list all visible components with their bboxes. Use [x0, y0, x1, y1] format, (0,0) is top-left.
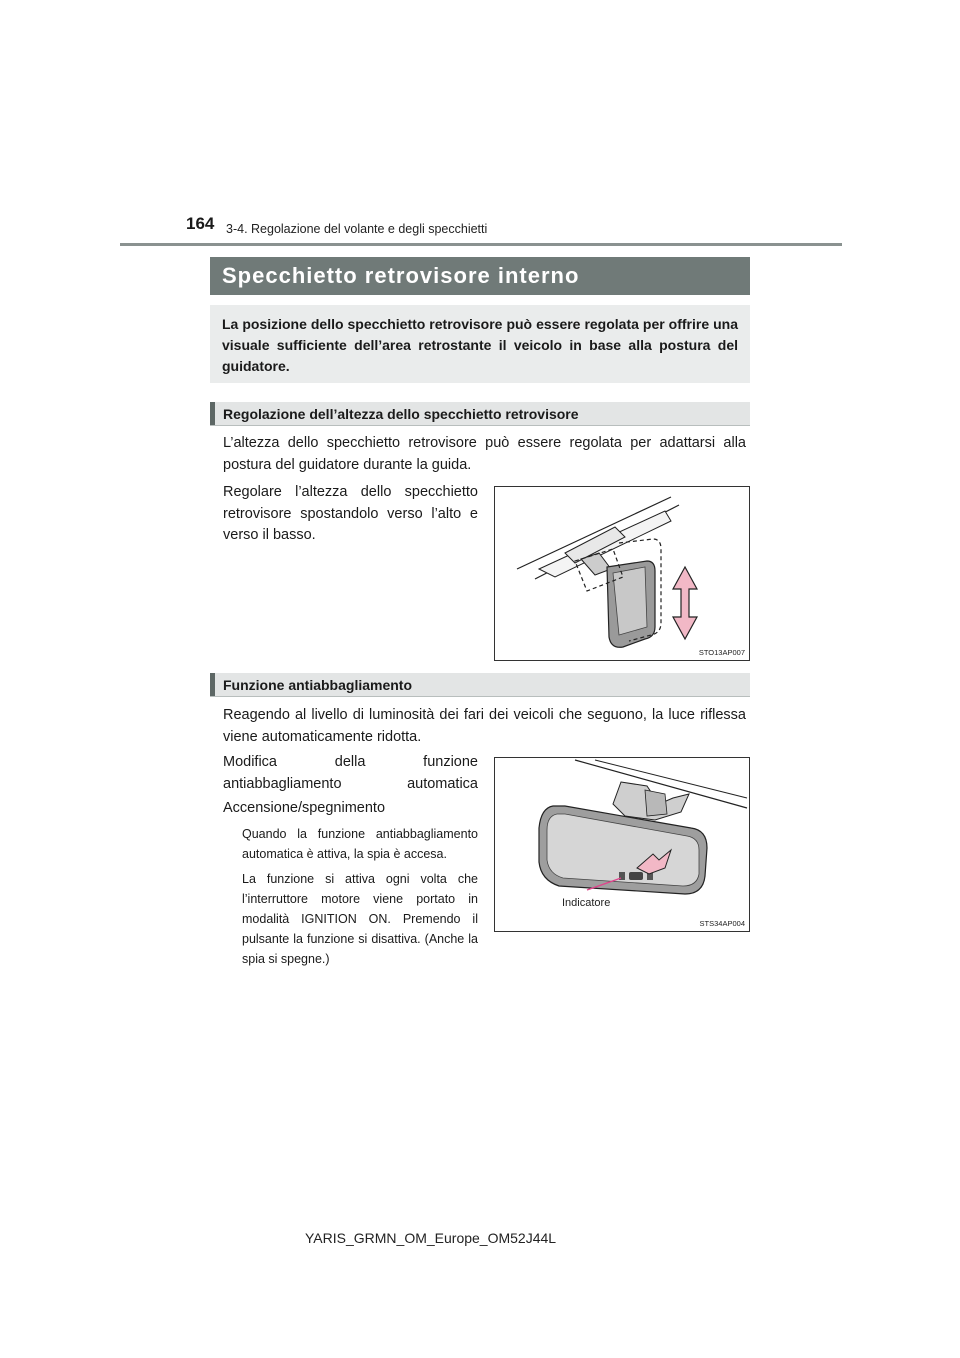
section-heading-height [210, 402, 750, 426]
figure-code-1: STO13AP007 [698, 648, 745, 657]
figure-code-2: STS34AP004 [699, 919, 745, 928]
intro-text: La posizione dello specchietto retrovisore può essere regolata per offrire una visuale sufficiente dell’area retrostante il veicolo in base alla postura del guidatore. [222, 316, 738, 374]
figure-mirror-antiglare [494, 757, 750, 932]
note-auto-activation: La funzione si attiva ogni volta che l’interruttore motore viene portato in modalità IGNITION ON. Premendo il pulsante la funzione si disattiva. (Anche la spia si spegne.) [242, 872, 478, 966]
figure-mirror-height [494, 486, 750, 661]
page-number: 164 [186, 214, 215, 233]
paragraph-antiglare-modify [223, 752, 478, 795]
footer-document-code: YARIS_GRMN_OM_Europe_OM52J44L [305, 1230, 557, 1246]
header-rule [120, 243, 842, 246]
page-title-text: Specchietto retrovisore interno [222, 263, 580, 288]
paragraph-height-instructions: Regolare l’altezza dello specchietto retrovisore spostandolo verso l’alto e verso il basso. [223, 484, 478, 543]
paragraph-height-adjust: L’altezza dello specchietto retrovisore può essere regolata per adattarsi alla postura del guidatore durante la guida. [223, 435, 746, 473]
antiglare-mirror-illustration [495, 758, 749, 931]
section-heading-antiglare-text: Funzione antiabbagliamento [223, 677, 413, 693]
paragraph-antiglare-modify-text: Modifica della funzione antiabbagliamento automatica [223, 754, 478, 792]
page-title [210, 257, 750, 295]
section-heading-height-text: Regolazione dell’altezza dello specchietto retrovisore [223, 406, 579, 422]
figure-label-indicator: Indicatore [562, 897, 611, 909]
intro-box [210, 305, 750, 383]
section-heading-antiglare [210, 673, 750, 697]
note-indicator-on: Quando la funzione antiabbagliamento automatica è attiva, la spia è accesa. [242, 827, 478, 861]
mirror-height-illustration [495, 487, 749, 660]
section-path: 3-4. Regolazione del volante e degli specchietti [226, 222, 488, 236]
paragraph-on-off: Accensione/spegnimento [223, 800, 386, 816]
paragraph-antiglare: Reagendo al livello di luminosità dei fari dei veicoli che seguono, la luce riflessa viene automaticamente ridotta. [223, 707, 746, 745]
